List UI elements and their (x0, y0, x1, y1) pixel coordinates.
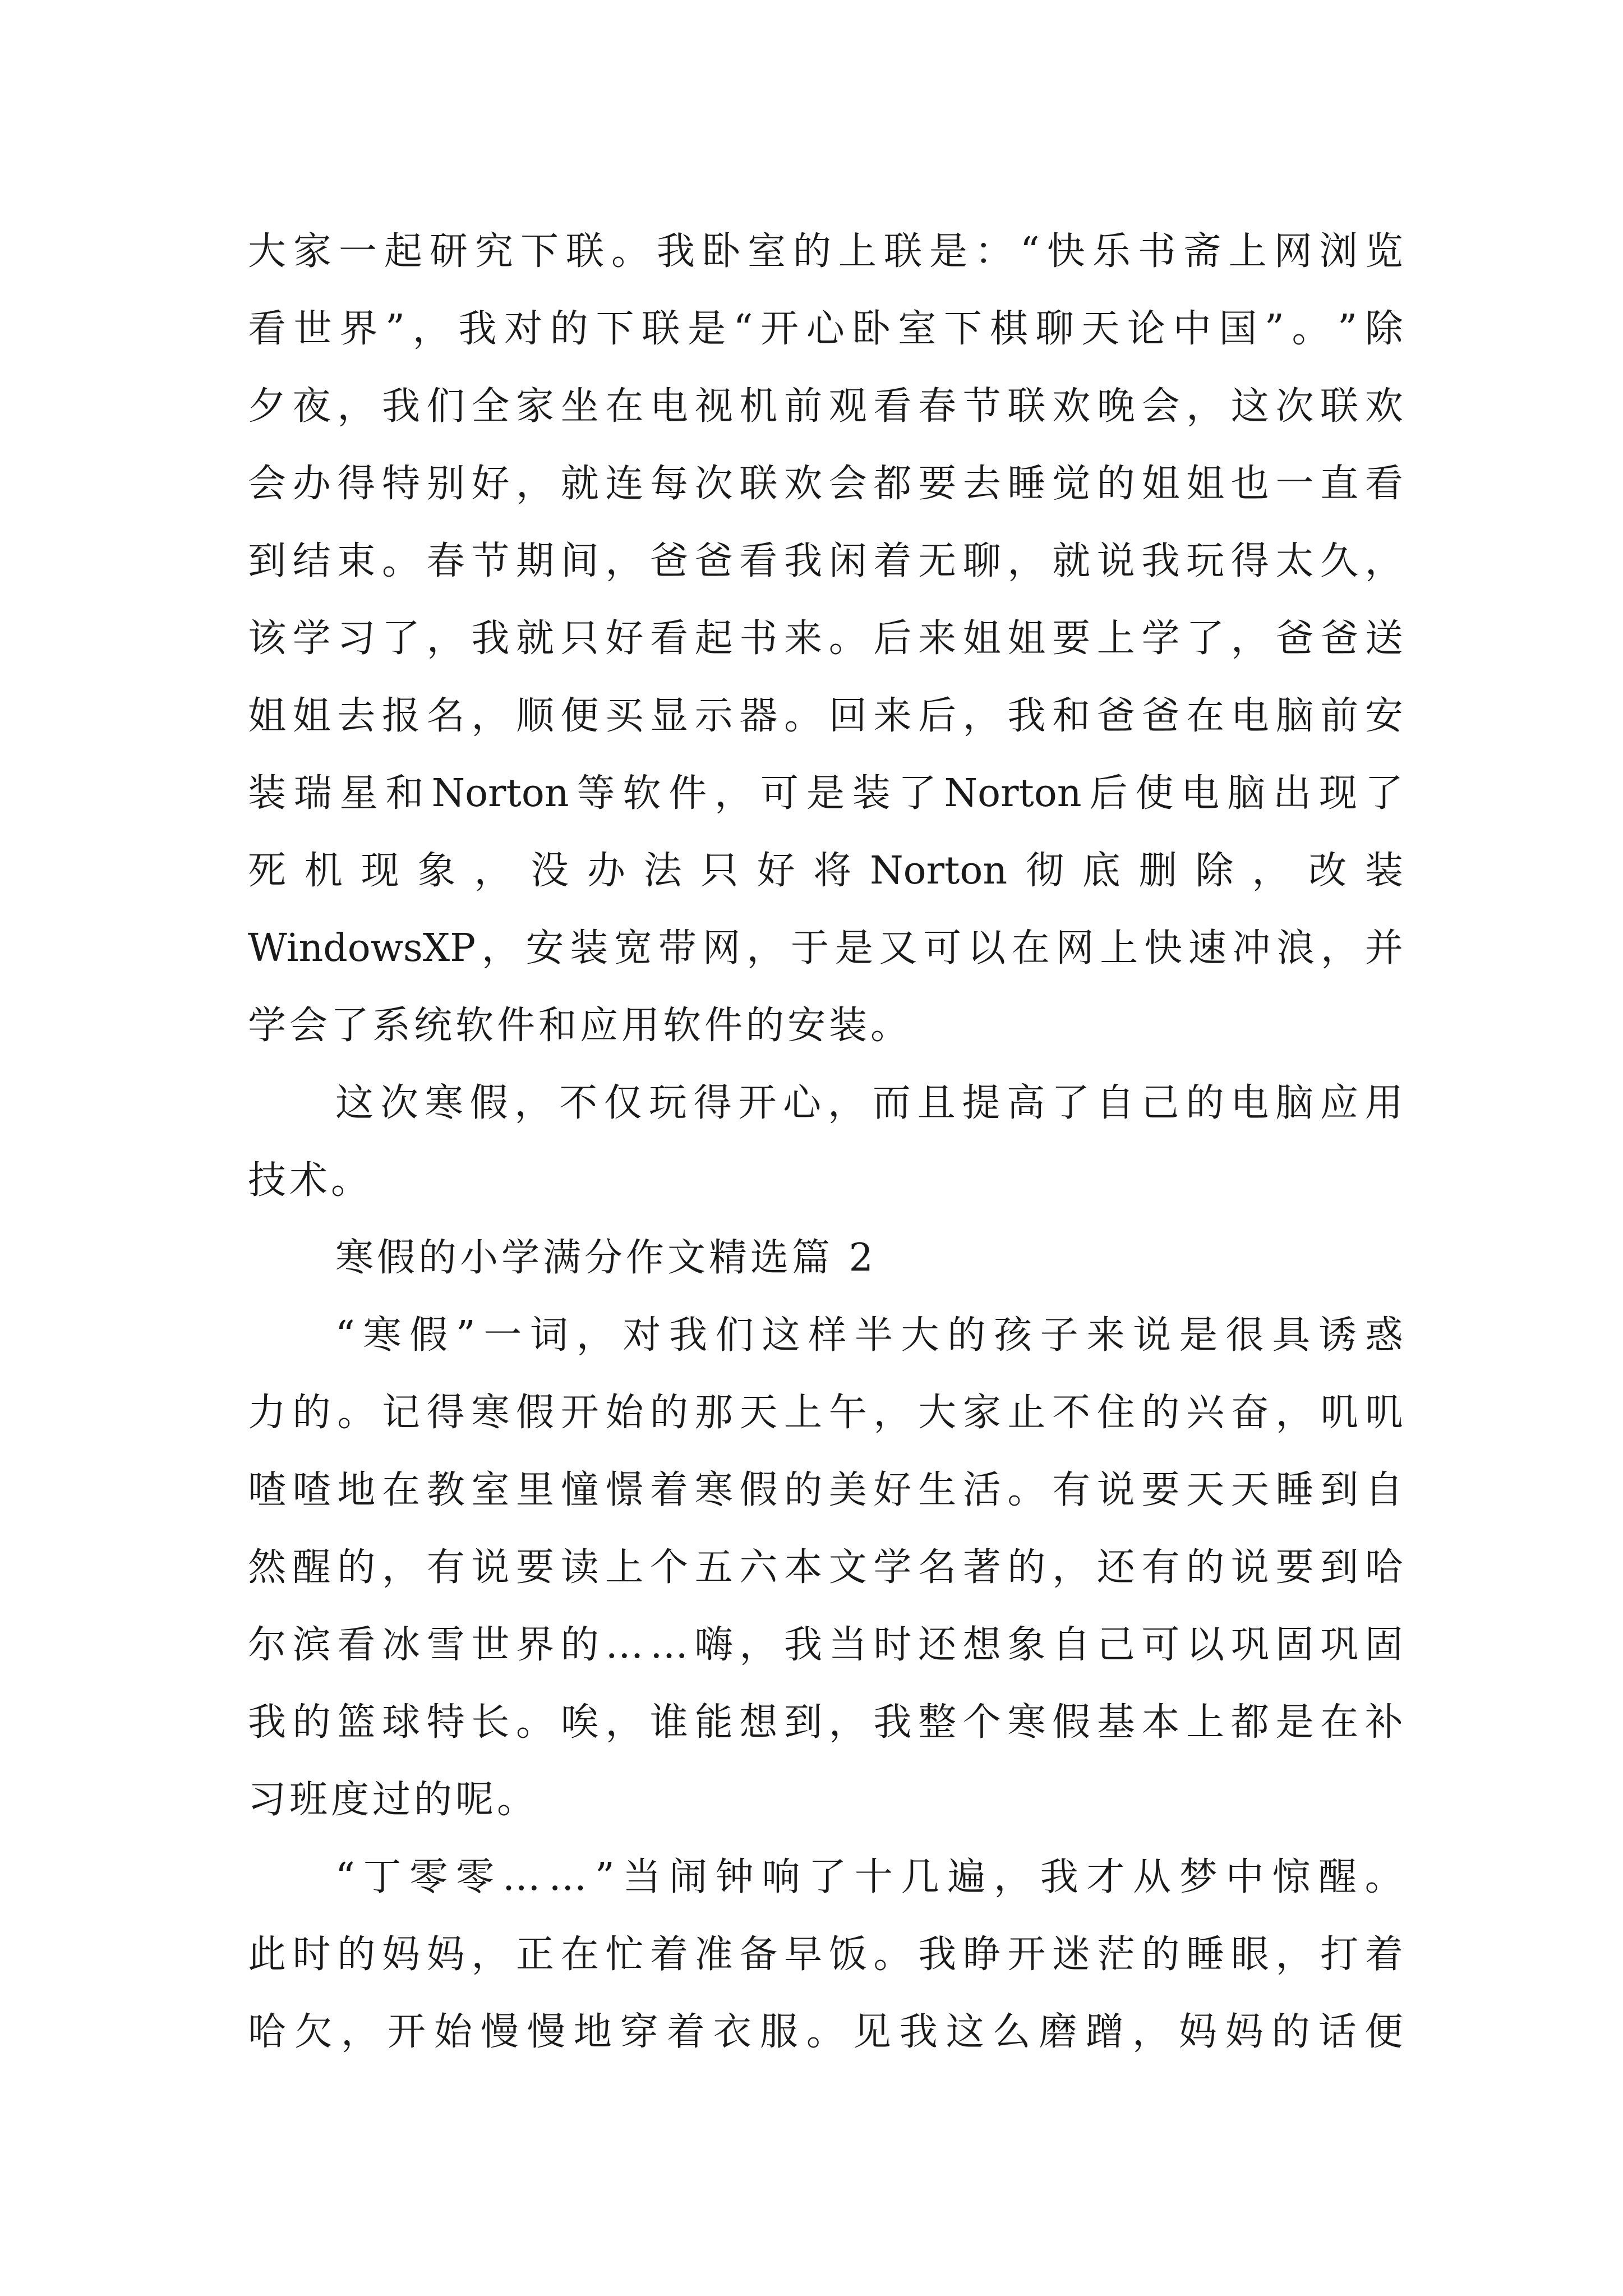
text-line: 这 次 寒 假 ， 不 仅 玩 得 开 心 ， 而 且 提 高 了 自 己 的 电 脑 应 用 (335, 1081, 1403, 1125)
text-line: 喳 喳 地 在 教 室 里 憧 憬 着 寒 假 的 美 好 生 活 。 有 说 要 天 天 睡 到 自 (248, 1468, 1403, 1512)
text-line: 该 学 习 了 ， 我 就 只 好 看 起 书 来 。 后 来 姐 姐 要 上 学 了 ， 爸 爸 送 (248, 616, 1403, 661)
text-line: 尔 滨 看 冰 雪 世 界 的 … … 嗨 ， 我 当 时 还 想 象 自 己 可 以 巩 固 巩 固 (248, 1623, 1403, 1667)
text-line: 此 时 的 妈 妈 ， 正 在 忙 着 准 备 早 饭 。 我 睁 开 迷 茫 的 睡 眼 ， 打 着 (248, 1932, 1403, 1977)
text-line: 会 办 得 特 别 好 ， 就 连 每 次 联 欢 会 都 要 去 睡 觉 的 姐 姐 也 一 直 看 (248, 462, 1403, 506)
section-heading: 寒假的小学满分作文精选篇 2 (335, 1236, 877, 1280)
text-line: 到 结 束 。 春 节 期 间 ， 爸 爸 看 我 闲 着 无 聊 ， 就 说 我 玩 得 太 久 ， (248, 539, 1403, 583)
text-line: 看 世 界 ” ， 我 对 的 下 联 是 “ 开 心 卧 室 下 棋 聊 天 论 中 国 ” 。 ” 除 (248, 307, 1403, 351)
text-line: 姐 姐 去 报 名 ， 顺 便 买 显 示 器 。 回 来 后 ， 我 和 爸 爸 在 电 脑 前 安 (248, 694, 1403, 738)
text-line: WindowsXP ， 安 装 宽 带 网 ， 于 是 又 可 以 在 网 上 快 速 冲 浪 ， 并 (248, 926, 1403, 970)
text-line: 大 家 一 起 研 究 下 联 。 我 卧 室 的 上 联 是 ： “ 快 乐 书 斋 上 网 浏 览 (248, 229, 1403, 274)
text-line: 习班度过的呢。 (248, 1778, 539, 1822)
document-body (248, 213, 1403, 2071)
text-line: 死 机 现 象 ， 没 办 法 只 好 将 Norton 彻 底 删 除 ， 改 装 (248, 849, 1403, 893)
text-line: “ 丁 零 零 … … ” 当 闹 钟 响 了 十 几 遍 ， 我 才 从 梦 中 惊 醒 。 (335, 1855, 1403, 1899)
text-line: 然 醒 的 ， 有 说 要 读 上 个 五 六 本 文 学 名 著 的 ， 还 有 的 说 要 到 哈 (248, 1545, 1403, 1590)
text-line: “ 寒 假 ” 一 词 ， 对 我 们 这 样 半 大 的 孩 子 来 说 是 很 具 诱 惑 (335, 1313, 1403, 1358)
text-line: 装 瑞 星 和 Norton 等 软 件 ， 可 是 装 了 Norton 后 使 电 脑 出 现 了 (248, 771, 1403, 816)
text-line: 我 的 篮 球 特 长 。 唉 ， 谁 能 想 到 ， 我 整 个 寒 假 基 本 上 都 是 在 补 (248, 1700, 1403, 1745)
text-line: 哈 欠 ， 开 始 慢 慢 地 穿 着 衣 服 。 见 我 这 么 磨 蹭 ， 妈 妈 的 话 便 (248, 2010, 1403, 2054)
text-line: 技术。 (248, 1158, 373, 1203)
text-line: 夕 夜 ， 我 们 全 家 坐 在 电 视 机 前 观 看 春 节 联 欢 晚 会 ， 这 次 联 欢 (248, 384, 1403, 429)
text-line: 力 的 。 记 得 寒 假 开 始 的 那 天 上 午 ， 大 家 止 不 住 的 兴 奋 ， 叽 叽 (248, 1391, 1403, 1435)
text-line: 学会了系统软件和应用软件的安装。 (248, 1004, 912, 1048)
